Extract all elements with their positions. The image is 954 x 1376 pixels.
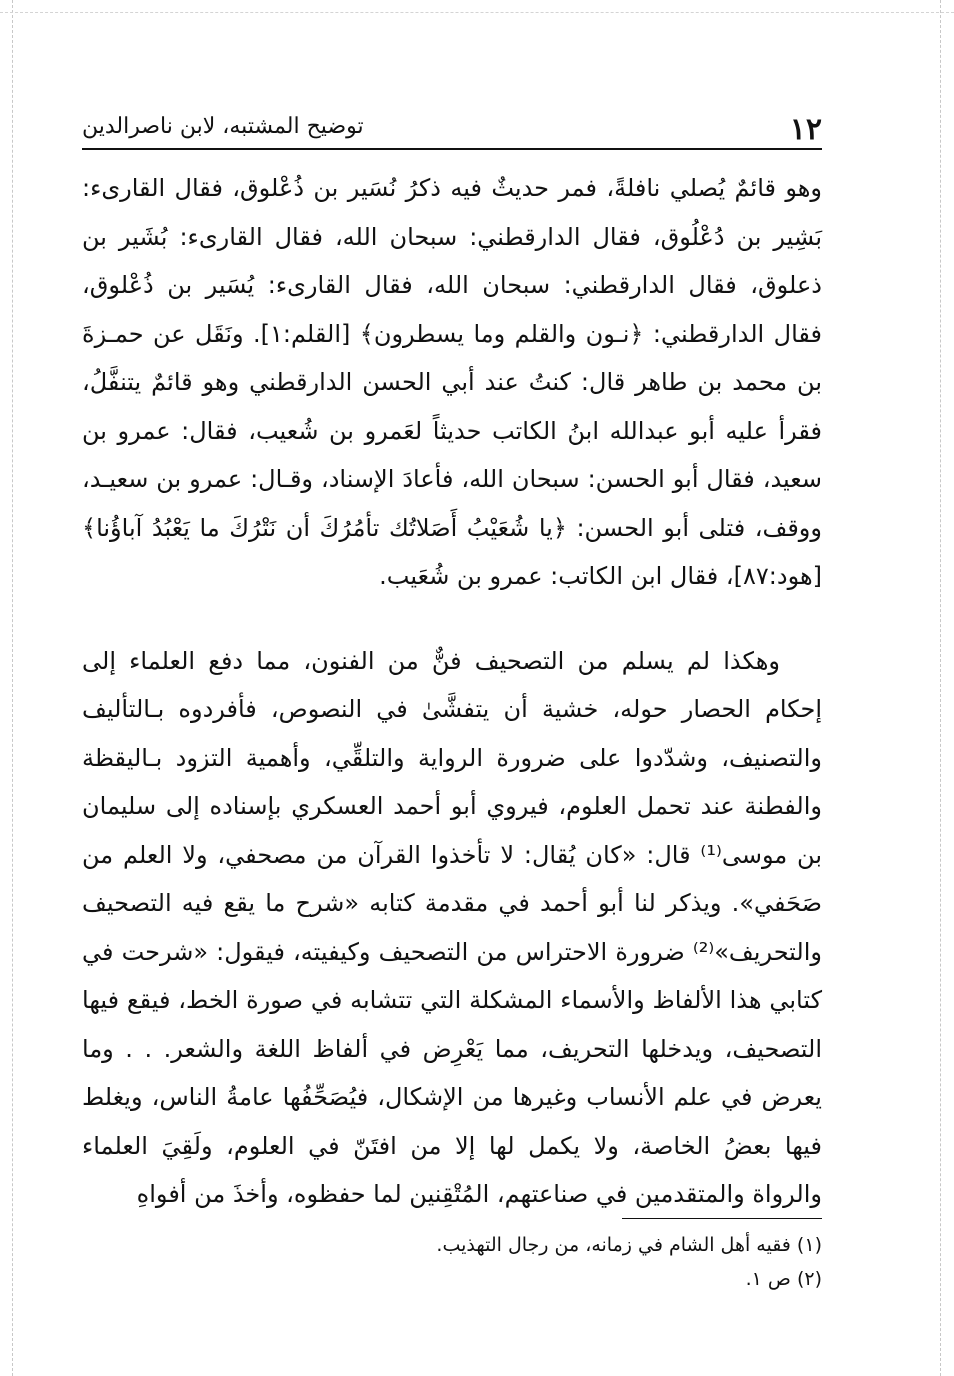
running-title: توضيح المشتبه، لابن ناصرالدين — [82, 114, 364, 139]
scan-edge-top — [0, 12, 954, 13]
footnote-2: (٢) ص ١. — [745, 1268, 822, 1290]
footnotes — [82, 1228, 822, 1296]
scan-edge-left — [12, 0, 13, 1376]
page-header — [82, 106, 822, 146]
footnote-rule — [622, 1218, 822, 1219]
footnote-1: (١) فقيه أهل الشام في زمانه، من رجال التهذيب. — [436, 1234, 822, 1256]
paragraph-1: وهو قائمٌ يُصلي نافلةً، فمر حديثٌ فيه ذكرُ نُسَير بن ذُعْلوق، فقال القارىء: بَشِير بن دُعْلُوق، فقال الدارقطني: سبحان الله، فقال القارىء: بُشَير بن ذعلوق، فقال الدارقطني: سبحان الله، فقال القارىء: يُسَير بن ذُعْلوق، فقال الدارقطني: ﴿نـون والقلم وما يسطرون﴾ [القلم:١]. ونَقَل عن حمـزةَ بن محمد بن طاهر قال: كنتُ عند أبي الحسن الدارقطني وهو قائمٌ يتنفَّلُ، فقرأ عليه أبو عبدالله ابنُ الكاتب حديثاً لعَمرو بن شُعيب، فقال: عمرو بن سعيد، فقال أبو الحسن: سبحان الله، فأعادَ الإسناد، وقـال: عمرو بن سعيـد، ووقف، فتلى أبو الحسن: ﴿يا شُعَيْبُ أَصَلاتُك تأمُرُكَ أن نَتْرُكَ ما يَعْبُدُ آباؤُنا﴾ [هود:٨٧]، فقال ابن الكاتب: عمرو بن شُعَيب. — [82, 174, 822, 590]
page-number: ١٢ — [789, 112, 822, 147]
header-rule — [82, 148, 822, 150]
paragraph-2: وهكذا لم يسلم من التصحيف فنٌّ من الفنون، مما دفع العلماء إلى إحكام الحصار حوله، خشية أن يتفشَّىٰ في النصوص، فأفردوه بـالتأليف والتصنيف، وشدّدوا على ضرورة الرواية والتلقِّي، وأهمية التزود بـاليقظة والفطنة عند تحمل العلوم، فيروي أبو أحمد العسكري بإسناده إلى سليمان بن موسى⁽¹⁾ قال: «كان يُقال: لا تأخذوا القرآن من مصحفي، ولا العلم من صَحَفي». ويذكر لنا أبو أحمد في مقدمة كتابه «شرح ما يقع فيه التصحيف والتحريف»⁽²⁾ ضرورة الاحتراس من التصحيف وكيفيته، فيقول: «شرحت في كتابي هذا الألفاظ والأسماء المشكلة التي تتشابه في صورة الخط، فيقع فيها التصحيف، ويدخلها التحريف، مما يَعْرِض في ألفاظ اللغة والشعر. . . وما يعرض في علم الأنساب وغيرها من الإشكال، فيُصَحِّفُها عامةُ الناس، ويغلط فيها بعضُ الخاصة، ولا يكمل لها إلا من افتَنّ في العلوم، ولَقِيَ العلماء والرواة والمتقدمين في صناعتهم، المُتْقِنين لما حفظوه، وأخذَ من أفواهِ — [82, 646, 822, 1208]
scan-edge-right — [940, 0, 941, 1376]
main-text — [82, 164, 822, 1219]
